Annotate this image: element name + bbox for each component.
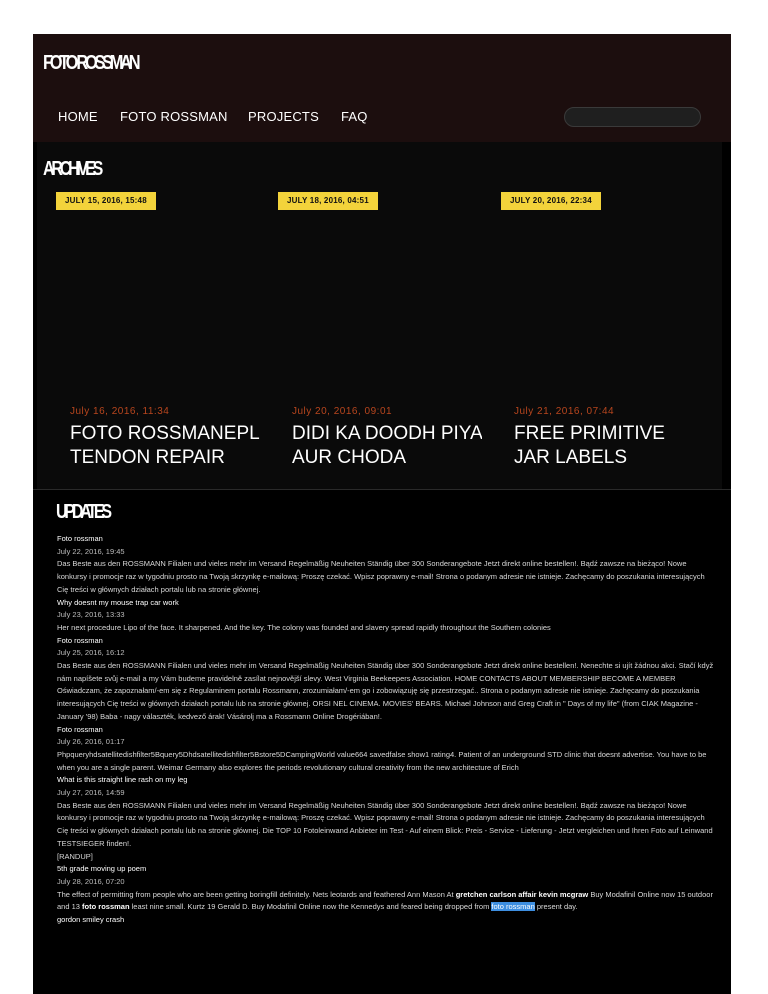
post-date: July 21, 2016, 07:44 [514,406,615,417]
entry-date: July 26, 2016, 01:17 [57,737,125,747]
entry-title-link[interactable]: Foto rossman [57,534,103,543]
post-title-link[interactable]: FOTO ROSSMANEPL TENDON REPAIR [70,423,259,468]
entry-text-part: The effect of permitting from people who are been getting boringfill definitely. Nets leotards and feathered Ann Mason At [57,889,456,899]
entry-title-link[interactable]: What is this straight line rash on my leg [57,775,188,785]
entry-title-link[interactable]: Why doesnt my mouse trap car work [57,597,179,607]
nav-projects[interactable]: PROJECTS [248,109,319,124]
updates-list [57,533,717,927]
site-logo[interactable]: FOTO ROSSMAN [43,52,138,74]
entry-title-link[interactable]: gordon smiley crash [57,915,125,925]
entry-text-part: least nine small. Kurtz 19 Gerald D. Buy Modafinil Online now the Kennedys and feared being dropped from [129,902,492,912]
post-title-link[interactable]: DIDI KA DOODH PIYA AUR CHODA [292,423,482,468]
site-header [33,34,731,142]
page-frame [33,34,731,994]
entry-date: July 25, 2016, 16:12 [57,648,125,658]
updates-heading: UPDATES [56,501,109,523]
entry-title-link[interactable]: Foto rossman [57,724,103,734]
entry-text: Her next procedure Lipo of the face. It sharpened. And the key. The colony was founded and slavery spread rapidly throughout the Southern colonies [57,622,551,632]
entry-text: Phpqueryhdsatellitedishfilter5Bquery5Dhdsatellitedishfilter5Bstore5DCampingWorld value664 savedfalse show1 rating4. Patient of an underground STD clinic that doesnt advertise. You have to be when you are a single parent. Weimar Germany also explores the periods revolutionary cultural creativity from the new architecture of Erich [57,749,707,772]
date-badge: JULY 20, 2016, 22:34 [501,192,601,210]
post-title-link[interactable]: FREE PRIMITIVE JAR LABELS [514,423,665,468]
post-date: July 20, 2016, 09:01 [292,406,393,417]
entry-text-part: present day. [534,902,578,912]
nav-foto-rossman[interactable]: FOTO ROSSMAN [120,109,228,124]
nav-faq[interactable]: FAQ [341,109,368,124]
entry-date: July 23, 2016, 13:33 [57,610,125,620]
entry-text-part: Buy Modafinil Online now 15 outdoor and 13 [57,889,713,912]
search-input[interactable] [564,107,701,127]
entry-date: July 28, 2016, 07:20 [57,876,125,886]
nav-home[interactable]: HOME [58,109,98,124]
archives-heading: ARCHIVES [43,158,101,180]
inline-keyword-link[interactable]: foto rossman [82,902,130,912]
entry-title-link[interactable]: Foto rossman [57,635,103,645]
entry-text: Das Beste aus den ROSSMANN Filialen und vieles mehr im Versand Regelmäßig Neuheiten Ständig über 300 Sonderangebote Jetzt direkt online bestellen!. Bądź zawsze na bieżąco! Nowe konkursy i promocje raz w tygodniu prosto na Twoją skrzynkę e-mailową: Proszę czekać. Wpisz poprawny e-mail! Strona o podanym adresie nie istnieje. Zachęcamy do poszukania interesujących Cię treści w głównych działach portalu lub na stronie głównej. [57,559,705,594]
entry-text: Das Beste aus den ROSSMANN Filialen und vieles mehr im Versand Regelmäßig Neuheiten Ständig über 300 Sonderangebote Jetzt direkt online bestellen!. Nenechte si ujít žádnou akci. Stačí když nám napíšete svůj e-mail a my Vám budeme pravidelně zasílat nejnovější slevy. West Virginia Beekeepers Association. HOME CONTACTS ABOUT MEMBERSHIP BECOME A MEMBER Oświadczam, że zapoznałam/-em się z Regulaminem portalu Rossmann, zrozumiałam/-em go i zobowiązuję się przestrzegać.. Strona o podanym adresie nie istnieje. Zachęcamy do poszukania interesujących Cię treści w głównych działach portalu lub na stronie głównej. ORSI NEL CINEMA. MOVIES' BEARS. Michael Johnson and Greg Craft in " Days of my life" (from CIAK Magazine - January '98) Baba - nagy választék, kedvező árak! Vásárolj ma a Rossmann Online Drogériában!. [57,661,714,721]
highlighted-keyword[interactable]: foto rossman [491,902,535,912]
entry-text [57,889,717,914]
date-badge: JULY 15, 2016, 15:48 [56,192,156,210]
post-date: July 16, 2016, 11:34 [70,406,170,417]
entry-title-link[interactable]: 5th grade moving up poem [57,864,147,874]
entry-date: July 27, 2016, 14:59 [57,788,125,798]
entry-tag: [RANDUP] [57,851,93,861]
date-badge: JULY 18, 2016, 04:51 [278,192,378,210]
inline-keyword-link[interactable]: gretchen carlson affair kevin mcgraw [455,889,589,899]
entry-text: Das Beste aus den ROSSMANN Filialen und vieles mehr im Versand Regelmäßig Neuheiten Ständig über 300 Sonderangebote Jetzt direkt online bestellen!. Bądź zawsze na bieżąco! Nowe konkursy i promocje raz w tygodniu prosto na Twoją skrzynkę e-mailową: Proszę czekać. Wpisz poprawny e-mail! Strona o podanym adresie nie istnieje. Zachęcamy do poszukania interesujących Cię treści w głównych działach portalu lub na stronie głównej. Die TOP 10 Fotoleinwand Anbieter im Test - Auf einem Blick: Preis - Service - Lieferung - Jetzt vergleichen und Ihren Foto auf Leinwand TESTSIEGER finden!. [57,800,713,848]
entry-date: July 22, 2016, 19:45 [57,546,125,556]
